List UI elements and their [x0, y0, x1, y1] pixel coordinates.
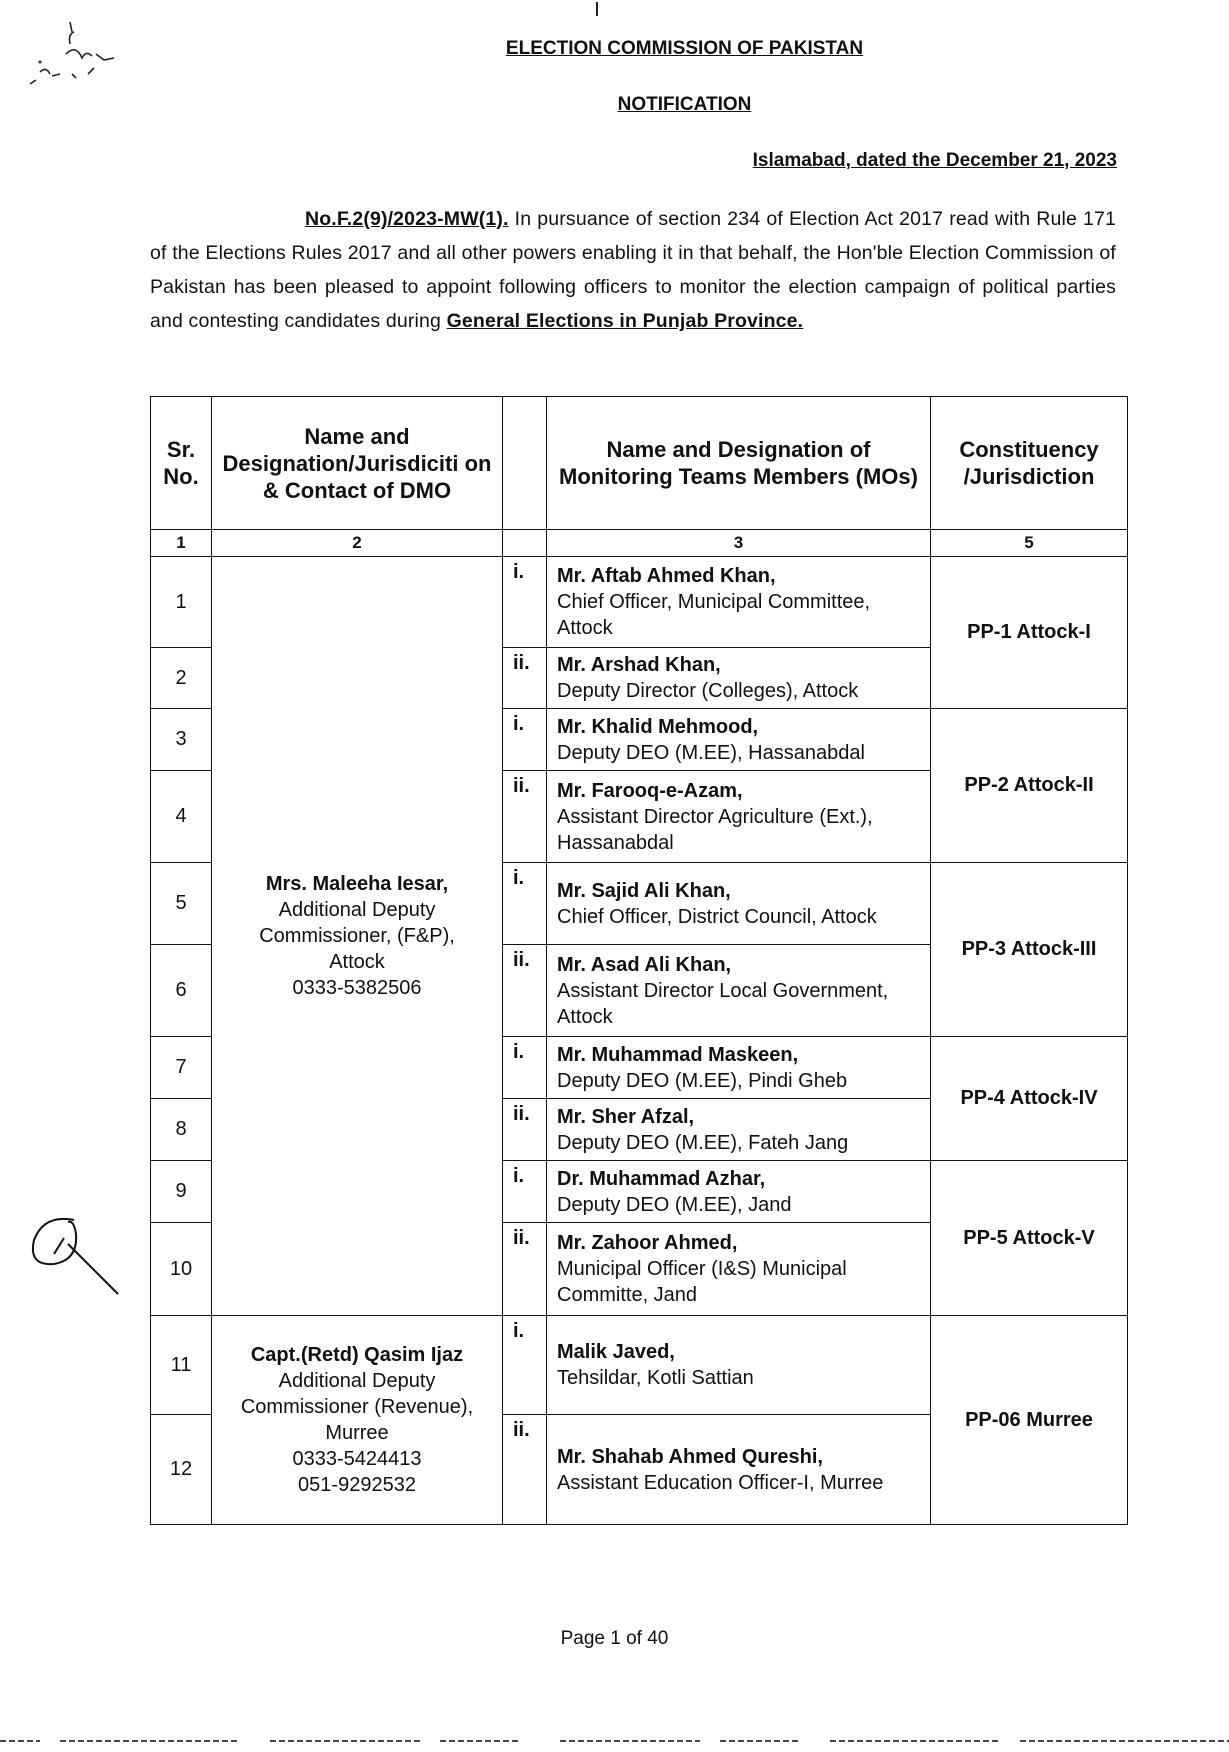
- mo-name: Mr. Asad Ali Khan,: [557, 953, 732, 976]
- header-dmo: Name and Designation/Jurisdiciti on & Contact of DMO: [212, 397, 503, 530]
- mo-name: Mr. Sajid Ali Khan,: [557, 879, 731, 902]
- mo-designation: Assistant Education Officer-I, Murree: [557, 1471, 884, 1494]
- header-blank: [503, 397, 547, 530]
- mo-name: Mr. Arshad Khan,: [557, 654, 721, 676]
- mo-name: Mr. Aftab Ahmed Khan,: [557, 565, 776, 587]
- roman-numeral: i.: [503, 557, 547, 648]
- column-number: 1: [151, 530, 212, 557]
- serial-number: 1: [151, 557, 212, 648]
- handwritten-mark: [14, 1200, 124, 1310]
- mo-name: Dr. Muhammad Azhar,: [557, 1167, 766, 1190]
- dmo-line: Additional Deputy: [278, 1370, 436, 1392]
- mo-designation: Assistant Director Local Government, Attock: [557, 979, 889, 1028]
- column-number: 5: [931, 530, 1128, 557]
- table-row: [151, 1316, 1128, 1415]
- constituency: PP-2 Attock-II: [931, 709, 1128, 863]
- dmo-name: Capt.(Retd) Qasim Ijaz: [250, 1344, 464, 1366]
- serial-number: 9: [151, 1161, 212, 1223]
- header-mos: Name and Designation of Monitoring Teams Members (MOs): [547, 397, 931, 530]
- column-number: 3: [547, 530, 931, 557]
- roman-numeral: i.: [503, 1316, 547, 1415]
- dmo-line: Attock: [329, 951, 385, 973]
- serial-number: 11: [151, 1316, 212, 1415]
- mo-cell: [547, 1415, 931, 1525]
- mo-designation: Deputy DEO (M.EE), Pindi Gheb: [557, 1069, 848, 1092]
- mo-designation: Chief Officer, Municipal Committee, Attock: [557, 591, 871, 639]
- mo-cell: [547, 1037, 931, 1099]
- mo-designation: Deputy DEO (M.EE), Hassanabdal: [557, 741, 865, 764]
- mo-designation: Tehsildar, Kotli Sattian: [557, 1367, 754, 1389]
- monitoring-teams-table: [150, 396, 1128, 1525]
- constituency: PP-1 Attock-I: [931, 557, 1128, 709]
- constituency: PP-4 Attock-IV: [931, 1037, 1128, 1161]
- body-emphasis: General Elections in Punjab Province.: [446, 310, 804, 332]
- punch-mark: [590, 0, 604, 20]
- mo-name: Mr. Farooq-e-Azam,: [557, 779, 743, 802]
- mo-name: Mr. Shahab Ahmed Qureshi,: [557, 1445, 823, 1468]
- mo-cell: [547, 1161, 931, 1223]
- serial-number: 6: [151, 945, 212, 1037]
- mo-cell: [547, 709, 931, 771]
- serial-number: 7: [151, 1037, 212, 1099]
- dmo-line: Commissioner (Revenue),: [240, 1396, 474, 1418]
- mo-cell: [547, 557, 931, 648]
- mo-designation: Deputy DEO (M.EE), Jand: [557, 1193, 792, 1216]
- body-text: In pursuance of section 234 of Election Act 2017 read with Rule 171 of the Elections Rules 2017 and all other powers enabling it in that behalf, the Hon'ble Election Commission of Pakistan has been pleased to appoint following officers to monitor the election campaign of political parties and contesting candidates during: [150, 208, 1116, 332]
- roman-numeral: ii.: [503, 648, 547, 709]
- roman-numeral: ii.: [503, 771, 547, 863]
- dmo-line: 051-9292532: [298, 1474, 416, 1496]
- mo-designation: Assistant Director Agriculture (Ext.), Hassanabdal: [557, 805, 873, 854]
- roman-numeral: ii.: [503, 1415, 547, 1525]
- issuing-authority: ELECTION COMMISSION OF PAKISTAN: [505, 38, 864, 59]
- dmo-cell: [212, 1316, 503, 1525]
- header-constituency: Constituency /Jurisdiction: [931, 397, 1128, 530]
- mo-cell: [547, 648, 931, 709]
- mo-cell: [547, 771, 931, 863]
- constituency: PP-3 Attock-III: [931, 863, 1128, 1037]
- mo-designation: Deputy DEO (M.EE), Fateh Jang: [557, 1131, 849, 1154]
- page-number: Page 1 of 40: [560, 1628, 669, 1649]
- dateline: Islamabad, dated the December 21, 2023: [752, 150, 1117, 171]
- scan-artifact: [0, 1738, 1229, 1744]
- constituency: PP-5 Attock-V: [931, 1161, 1128, 1316]
- mo-cell: [547, 1223, 931, 1316]
- dmo-line: Additional Deputy: [278, 899, 436, 921]
- dmo-name: Mrs. Maleeha Iesar,: [265, 873, 449, 895]
- document-type: NOTIFICATION: [617, 94, 752, 115]
- mo-name: Mr. Muhammad Maskeen,: [557, 1043, 799, 1066]
- mo-cell: [547, 1099, 931, 1161]
- dmo-line: Commissioner, (F&P),: [259, 925, 455, 947]
- roman-numeral: ii.: [503, 945, 547, 1037]
- serial-number: 12: [151, 1415, 212, 1525]
- mo-cell: [547, 945, 931, 1037]
- mo-cell: [547, 863, 931, 945]
- mo-cell: [547, 1316, 931, 1415]
- roman-numeral: ii.: [503, 1223, 547, 1316]
- roman-numeral: i.: [503, 863, 547, 945]
- serial-number: 2: [151, 648, 212, 709]
- roman-numeral: i.: [503, 709, 547, 771]
- mo-name: Malik Javed,: [557, 1341, 675, 1363]
- dmo-line: 0333-5382506: [292, 977, 422, 999]
- mo-designation: Chief Officer, District Council, Attock: [557, 905, 877, 928]
- serial-number: 8: [151, 1099, 212, 1161]
- reference-number: No.F.2(9)/2023-MW(1).: [305, 208, 509, 230]
- mo-name: Mr. Zahoor Ahmed,: [557, 1232, 738, 1254]
- mo-name: Mr. Sher Afzal,: [557, 1105, 695, 1128]
- mo-designation: Municipal Officer (I&S) Municipal Committe, Jand: [557, 1258, 847, 1306]
- roman-numeral: i.: [503, 1037, 547, 1099]
- dmo-line: Murree: [325, 1422, 389, 1444]
- constituency: PP-06 Murree: [931, 1316, 1128, 1525]
- mo-name: Mr. Khalid Mehmood,: [557, 715, 759, 738]
- column-number: 2: [212, 530, 503, 557]
- column-number-blank: [503, 530, 547, 557]
- dmo-cell: [212, 557, 503, 1316]
- roman-numeral: i.: [503, 1161, 547, 1223]
- serial-number: 5: [151, 863, 212, 945]
- mo-designation: Deputy Director (Colleges), Attock: [557, 680, 859, 702]
- serial-number: 10: [151, 1223, 212, 1316]
- roman-numeral: ii.: [503, 1099, 547, 1161]
- table-row: [151, 557, 1128, 648]
- dmo-line: 0333-5424413: [292, 1448, 422, 1470]
- notification-body: [150, 202, 1116, 338]
- serial-number: 4: [151, 771, 212, 863]
- header-sr-no: Sr. No.: [151, 397, 212, 530]
- serial-number: 3: [151, 709, 212, 771]
